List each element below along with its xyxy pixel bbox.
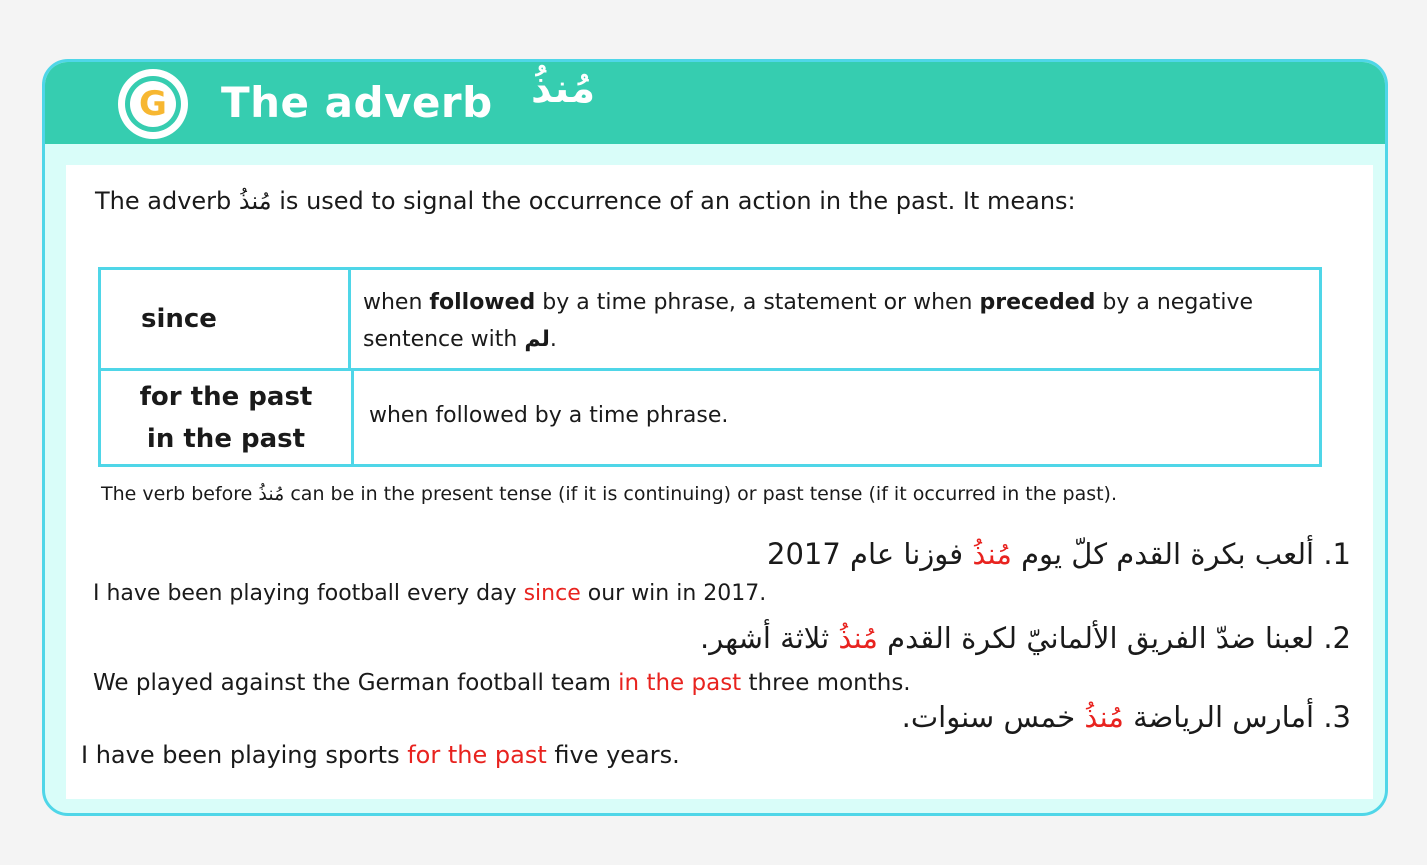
- example-en-text: three months.: [748, 670, 911, 696]
- logo: [118, 69, 188, 139]
- table-row: [101, 371, 1319, 464]
- verb-note: [101, 483, 1117, 505]
- example-en-highlight: since: [523, 581, 581, 606]
- content-panel: [66, 165, 1373, 799]
- def-text: when: [363, 290, 430, 315]
- example-arabic-2: [700, 621, 1351, 655]
- header-bar: [45, 62, 1385, 144]
- meaning-table: [98, 267, 1322, 467]
- intro-before: The adverb: [95, 187, 232, 215]
- note-before: The verb before: [101, 483, 253, 505]
- example-en-highlight: in the past: [618, 670, 742, 696]
- intro-after: is used to signal the occurrence of an action in the past. It means:: [279, 187, 1076, 215]
- logo-letter: G: [139, 84, 167, 124]
- example-number: 3.: [1323, 700, 1351, 734]
- example-arabic-1: [767, 537, 1351, 571]
- def-text: by a negative sentence with: [363, 290, 1254, 352]
- example-ar-highlight: مُنذُ: [1084, 700, 1124, 734]
- example-en-highlight: for the past: [407, 741, 547, 769]
- example-ar-text: أمارس الرياضة: [1133, 700, 1315, 734]
- example-english-1: [93, 581, 766, 606]
- example-ar-text: ثلاثة أشهر.: [700, 621, 830, 655]
- example-number: 2.: [1323, 621, 1351, 655]
- example-ar-text: خمس سنوات.: [901, 700, 1076, 734]
- example-en-text: five years.: [554, 741, 680, 769]
- example-en-text: I have been playing sports: [81, 741, 400, 769]
- example-ar-text: لعبنا ضدّ الفريق الألمانيّ لكرة القدم: [887, 621, 1315, 655]
- def-text: by a time phrase, a statement or when: [535, 290, 980, 315]
- term-cell: [101, 371, 354, 464]
- example-ar-highlight: مُنذُ: [972, 537, 1012, 571]
- page-title-arabic: مُنذُ: [531, 66, 596, 112]
- note-arabic: مُنذُ: [258, 483, 285, 505]
- intro-arabic: مُنذُ: [238, 187, 272, 215]
- def-arabic-lam: لم: [524, 327, 550, 352]
- table-row: [101, 270, 1319, 371]
- def-text: .: [549, 327, 557, 352]
- definition-cell: [363, 284, 1313, 358]
- example-arabic-3: [902, 700, 1351, 734]
- example-en-text: our win in 2017.: [587, 581, 767, 606]
- definition-cell: when followed by a time phrase.: [369, 403, 729, 428]
- def-bold-preceded: preceded: [979, 290, 1096, 315]
- example-en-text: We played against the German football team: [93, 670, 611, 696]
- note-after: can be in the present tense (if it is continuing) or past tense (if it occurred in the past).: [290, 483, 1118, 505]
- example-en-text: I have been playing football every day: [93, 581, 517, 606]
- example-ar-highlight: مُنذُ: [838, 621, 878, 655]
- def-bold-followed: followed: [429, 290, 536, 315]
- term-cell: [101, 270, 351, 368]
- example-english-2: [93, 670, 911, 696]
- term-for-the-past: for the past: [139, 381, 313, 412]
- term-since: since: [141, 304, 217, 334]
- page-title: The adverb: [221, 78, 493, 127]
- intro-sentence: [95, 187, 1076, 215]
- term-in-the-past: in the past: [146, 423, 306, 454]
- example-english-3: [81, 741, 680, 769]
- example-ar-text: ألعب بكرة القدم كلّ يوم: [1021, 537, 1315, 571]
- example-ar-text: فوزنا عام 2017: [767, 537, 964, 571]
- example-number: 1.: [1323, 537, 1351, 571]
- lesson-card: [42, 59, 1388, 816]
